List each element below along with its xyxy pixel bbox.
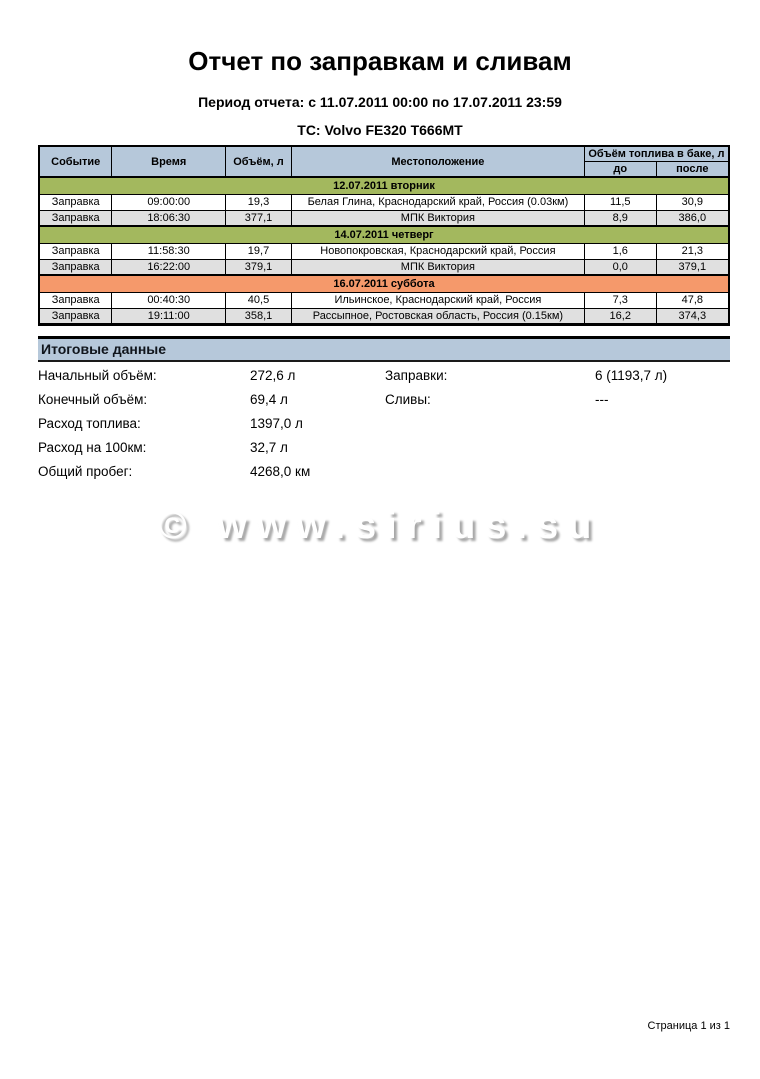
cell-fuel-before: 16,2 (584, 308, 656, 324)
watermark: © www.sirius.su (158, 505, 602, 547)
cell-volume: 379,1 (226, 259, 292, 275)
group-date-row (39, 226, 729, 243)
table-row (39, 292, 729, 308)
col-header-after: после (656, 162, 729, 178)
group-date-label: 16.07.2011 суббота (39, 275, 729, 292)
table-row (39, 194, 729, 210)
page-footer: Страница 1 из 1 (647, 1020, 730, 1032)
col-header-fuel-in-tank: Объём топлива в баке, л (584, 146, 729, 162)
cell-time: 11:58:30 (112, 243, 226, 259)
cell-location: Белая Глина, Краснодарский край, Россия (0.03км) (291, 194, 584, 210)
cell-fuel-before: 8,9 (584, 210, 656, 226)
cell-fuel-after: 386,0 (656, 210, 729, 226)
summary-label: Расход на 100км: (38, 440, 147, 455)
cell-fuel-after: 379,1 (656, 259, 729, 275)
vehicle-title: ТС: Volvo FE320 Т666МТ (297, 122, 463, 138)
cell-fuel-before: 11,5 (584, 194, 656, 210)
col-header-location: Местоположение (291, 146, 584, 177)
summary-value: 4268,0 км (250, 464, 311, 479)
cell-location: Ильинское, Краснодарский край, Россия (291, 292, 584, 308)
summary-label: Начальный объём: (38, 368, 157, 383)
summary-value: --- (595, 392, 609, 407)
cell-location: МПК Виктория (291, 210, 584, 226)
col-header-volume: Объём, л (226, 146, 292, 177)
cell-time: 16:22:00 (112, 259, 226, 275)
cell-fuel-before: 1,6 (584, 243, 656, 259)
cell-fuel-before: 0,0 (584, 259, 656, 275)
cell-event: Заправка (39, 243, 112, 259)
cell-time: 19:11:00 (112, 308, 226, 324)
cell-fuel-before: 7,3 (584, 292, 656, 308)
cell-volume: 358,1 (226, 308, 292, 324)
cell-time: 00:40:30 (112, 292, 226, 308)
summary-label: Заправки: (385, 368, 448, 383)
cell-location: Новопокровская, Краснодарский край, Россия (291, 243, 584, 259)
cell-fuel-after: 47,8 (656, 292, 729, 308)
cell-location: Рассыпное, Ростовская область, Россия (0.15км) (291, 308, 584, 324)
summary-header: Итоговые данные (38, 336, 730, 362)
cell-event: Заправка (39, 194, 112, 210)
group-date-row (39, 177, 729, 194)
report-period: Период отчета: с 11.07.2011 00:00 по 17.07.2011 23:59 (198, 94, 562, 110)
summary-label (385, 460, 595, 484)
cell-event: Заправка (39, 292, 112, 308)
cell-fuel-after: 30,9 (656, 194, 729, 210)
group-date-label: 12.07.2011 вторник (39, 177, 729, 194)
cell-volume: 19,7 (226, 243, 292, 259)
summary-value: 32,7 л (250, 440, 288, 455)
summary-label: Расход топлива: (38, 416, 141, 431)
summary-label (385, 412, 595, 436)
cell-volume: 40,5 (226, 292, 292, 308)
summary-section (38, 364, 730, 484)
cell-location: МПК Виктория (291, 259, 584, 275)
cell-event: Заправка (39, 210, 112, 226)
summary-value (595, 460, 730, 484)
cell-time: 18:06:30 (112, 210, 226, 226)
table-row (39, 243, 729, 259)
summary-label: Сливы: (385, 392, 431, 407)
summary-value (595, 436, 730, 460)
summary-label (385, 436, 595, 460)
col-header-before: до (584, 162, 656, 178)
cell-volume: 19,3 (226, 194, 292, 210)
col-header-event: Событие (39, 146, 112, 177)
summary-label: Конечный объём: (38, 392, 148, 407)
summary-value: 6 (1193,7 л) (595, 368, 668, 383)
cell-event: Заправка (39, 259, 112, 275)
group-date-row (39, 275, 729, 292)
summary-value: 272,6 л (250, 368, 296, 383)
group-date-label: 14.07.2011 четверг (39, 226, 729, 243)
cell-fuel-after: 374,3 (656, 308, 729, 324)
cell-fuel-after: 21,3 (656, 243, 729, 259)
page-title: Отчет по заправкам и сливам (188, 46, 572, 76)
table-row (39, 308, 729, 324)
summary-value: 1397,0 л (250, 416, 303, 431)
fuel-events-table (38, 145, 730, 326)
cell-volume: 377,1 (226, 210, 292, 226)
cell-event: Заправка (39, 308, 112, 324)
cell-time: 09:00:00 (112, 194, 226, 210)
table-row (39, 259, 729, 275)
summary-value (595, 412, 730, 436)
summary-value: 69,4 л (250, 392, 288, 407)
summary-label: Общий пробег: (38, 464, 133, 479)
table-header-row (39, 146, 729, 162)
table-row (39, 210, 729, 226)
col-header-time: Время (112, 146, 226, 177)
